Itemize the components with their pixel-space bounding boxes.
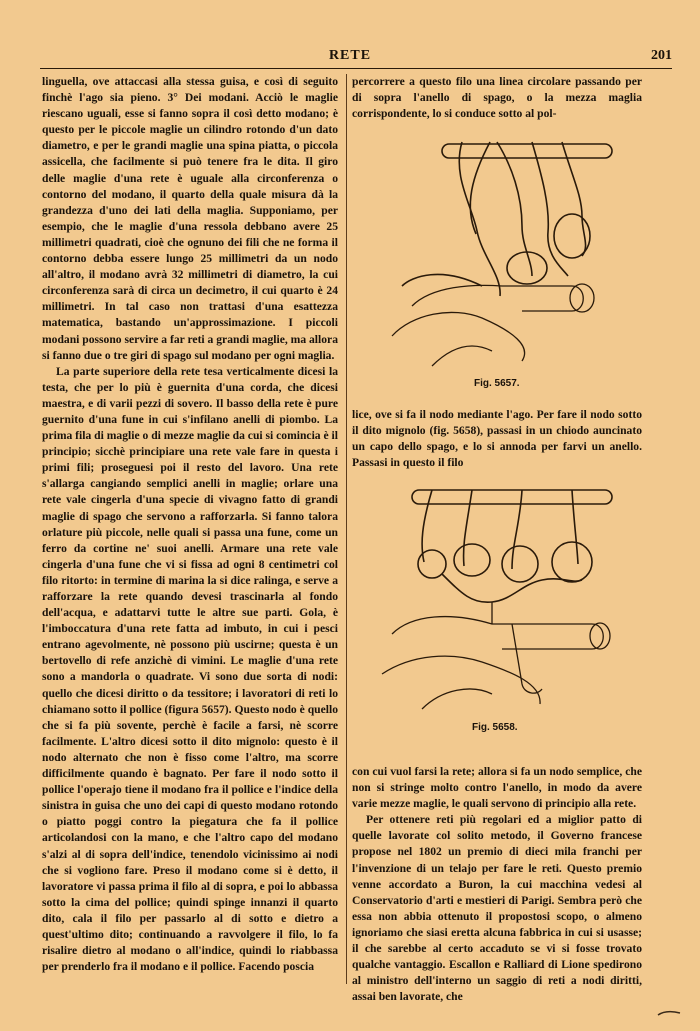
paragraph-loom-prize: Per ottenere reti più regolari ed a miglior patto di quelle lavorate col solito metodo, il Governo francese propose nel 1802 un premio di dieci mila franchi per l'invenzione di un telajo per fare le reti. Questo premio venne accordato a Buron, la cui macchina vedesi al Conservatorio d'arti e mestieri di Parigi. Sembra però che essa non abbia ottenuto il propostosi scopo, o almeno ignoriamo che siasi eretta alcuna fabbrica in cui si usasse; il che sarebbe al certo accaduto se vi si fosse trovato qualche vantaggio. Escallon e Ralliard di Lione spedirono al ministro dell'interno un saggio di reti a nodi diritti, assai ben lavorate, che: [352, 813, 642, 1004]
net-knot-illustration-1: [372, 136, 622, 368]
paragraph-net-start: con cui vuol farsi la rete; allora si fa un nodo semplice, che non si stringe molto contro l'anello, in modo da avere varie mezze maglie, le quali servono di principio alla rete.: [352, 765, 642, 811]
paragraph-continuation: percorrere a questo filo una linea circolare passando per di sopra l'anello di spago, o la mezza maglia corrispondente, lo si conduce sotto al pol-: [352, 75, 642, 121]
corner-mark-icon: [656, 1009, 682, 1017]
paragraph-parts-of-net: La parte superiore della rete tesa verticalmente dicesi la testa, che per lo più è guernita d'una corda, che dicesi maestra, e di varii pezzi di sovero. Il basso della rete è pure guernito d'una fune in cui s'infilano anelli di piombo. La prima fila di maglie o di mezze maglie da cui si comincia è il principio; sicchè principiare una rete vale fare in questa i primi fili; proseguesi poi il resto del lavoro. Una rete s'allarga cangiando semplici anelli in maglie; orlare una rete vale cingerla d'una specie di vivagno fatto di grandi maglie di spago che servono a rafforzarla. Si fanno talora orlature più piccole, nelle quali si passa una fune, come un ferro da cortine ne' suoi anelli. Armare una rete vale cingerla d'una fune che vi si fissa ad ogni 8 centimetri col filo ritorto: in termine di marina la si dice ralinga, e serve a rafforzare la rete quando devesi trascinarla al fondo dell'acqua, e adattarvi tutte le altre sue parti. Gola, è l'imboccatura d'una rete fatta ad imbuto, in cui i pesci entrano agevolmente, nè possono più uscirne; questa è un bertovello di refe anzichè di vimini. Le maglie d'una rete sono a mandorla o quadrate. Vi sono due sorta di nodi: quello che dicesi diritto o da tessitore; i lavoratori di reti lo chiamano sotto il pollice (figura 5657). Questo nodo è quello che si fa più sovente, perchè è facile a farsi, nè scorre facilmente. L'altro dicesi sotto il dito mignolo: questo è il nodo alternato che non è fisso come l'altro, ma scorre difficilmente quando è bagnato. Per fare il nodo sotto il pollice l'operajo tiene il modano fra il pollice e l'indice della sinistra in guisa che uno dei capi di questo modano rotondo o piatto poggi contro la piegatura che fa il pollice articolandosi con la mano, e che l'altro capo del modano s'alzi al di sopra dell'indice, tenendolo vicinissimo ai nodi che si vogliono fare. Preso il modano come si è detto, il lavoratore vi passa prima il filo al di sopra, e poi lo abbassa sotto la cima del pollice; quindi spinge innanzi il quarto dito, cala il filo per passarlo al di sotto e dietro a quest'ultimo dito; continuando a ravvolgere il filo, lo fa risalire dietro al modano o all'indice, quindi lo riabbassa per prenderlo fra il modano e il pollice. Facendo poscia: [42, 364, 338, 974]
figure-5658: [372, 484, 622, 714]
paragraph-modani: linguella, ove attaccasi alla stessa guisa, e così di seguito finchè l'ago sia pieno. 3° Dei modani. Acciò le maglie riescano uguali, esse si fanno sopra il così detto modano; è questo per le piccole maglie un cilindro rotondo d'un dato diametro, e per le grandi maglie una spina piatta, o piccola assicella, che facilmente si può tenere fra le dita. Il giro delle maglie d'una rete è uguale alla circonferenza o contorno del modano, il quarto della quale misura dà la grandezza d'uno dei lati della maglia. Supponiamo, per esempio, che le maglie d'una ressola debbano avere 25 millimetri quadrati, cioè che ognuno dei fili che ne forma il contorno debba essere lungo 25 millimetri da un nodo all'altro, il modano avrà 32 millimetri di diametro, la cui circonferenza sarà di circa un decimetro, il cui quarto è 24 millimetri. In tal caso non trattasi d'una esattezza matematica, bastando un'approssimazione. I piccoli modani possono servire a far reti a grandi maglie, ma allora si fanno due o tre giri di spago sul modano per ogni maglia.: [42, 75, 338, 362]
figure-caption-5657: Fig. 5657.: [474, 378, 520, 389]
right-column-top: [352, 74, 642, 122]
figure-caption-5658: Fig. 5658.: [472, 722, 518, 733]
header-rule: [40, 68, 672, 69]
left-column: [42, 74, 338, 975]
figure-5657: [372, 136, 622, 368]
paragraph-mignolo-knot: lice, ove si fa il nodo mediante l'ago. Per fare il nodo sotto il dito mignolo (fig. 5658), passasi in un chiodo auncinato un capo dello spago, e lo si annoda per farvi un anello. Passasi in questo il filo: [352, 408, 642, 470]
column-divider: [346, 74, 347, 984]
net-knot-illustration-2: [372, 484, 622, 714]
page-number: 201: [651, 48, 672, 63]
running-title: RETE: [328, 48, 372, 63]
right-column-bottom: [352, 764, 642, 1005]
running-header: [40, 48, 672, 68]
right-column-middle: [352, 407, 642, 471]
